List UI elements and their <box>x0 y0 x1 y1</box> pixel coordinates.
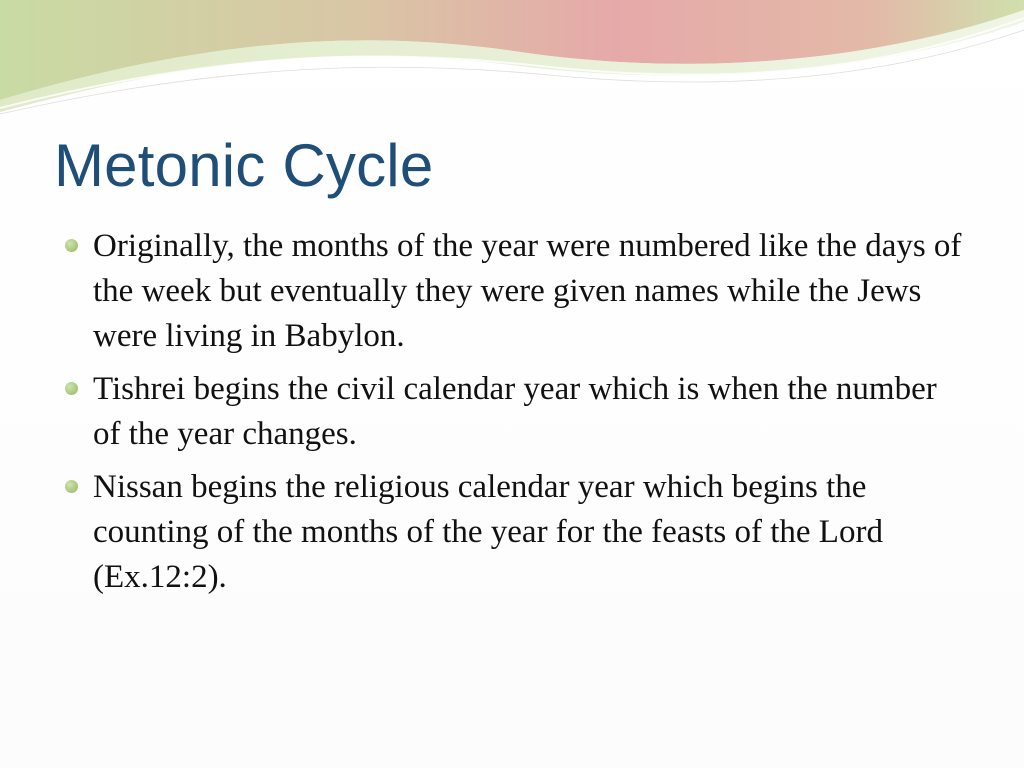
bullet-dot-icon <box>65 382 78 395</box>
bullet-item <box>64 224 964 359</box>
bullet-item <box>64 465 964 600</box>
bullet-text: Nissan begins the religious calendar year which begins the counting of the months of the year for the feasts of the Lord (Ex.12:2). <box>93 469 883 595</box>
bullet-text: Originally, the months of the year were numbered like the days of the week but eventually they were given names while the Jews were living in Babylon. <box>93 228 962 354</box>
decorative-header-wave <box>0 0 1024 120</box>
slide-title: Metonic Cycle <box>54 132 434 199</box>
bullet-item <box>64 367 964 457</box>
bullet-dot-icon <box>65 480 78 493</box>
bullet-dot-icon <box>65 239 78 252</box>
bullet-text: Tishrei begins the civil calendar year which is when the number of the year changes. <box>93 371 937 452</box>
bullet-list <box>64 224 964 608</box>
